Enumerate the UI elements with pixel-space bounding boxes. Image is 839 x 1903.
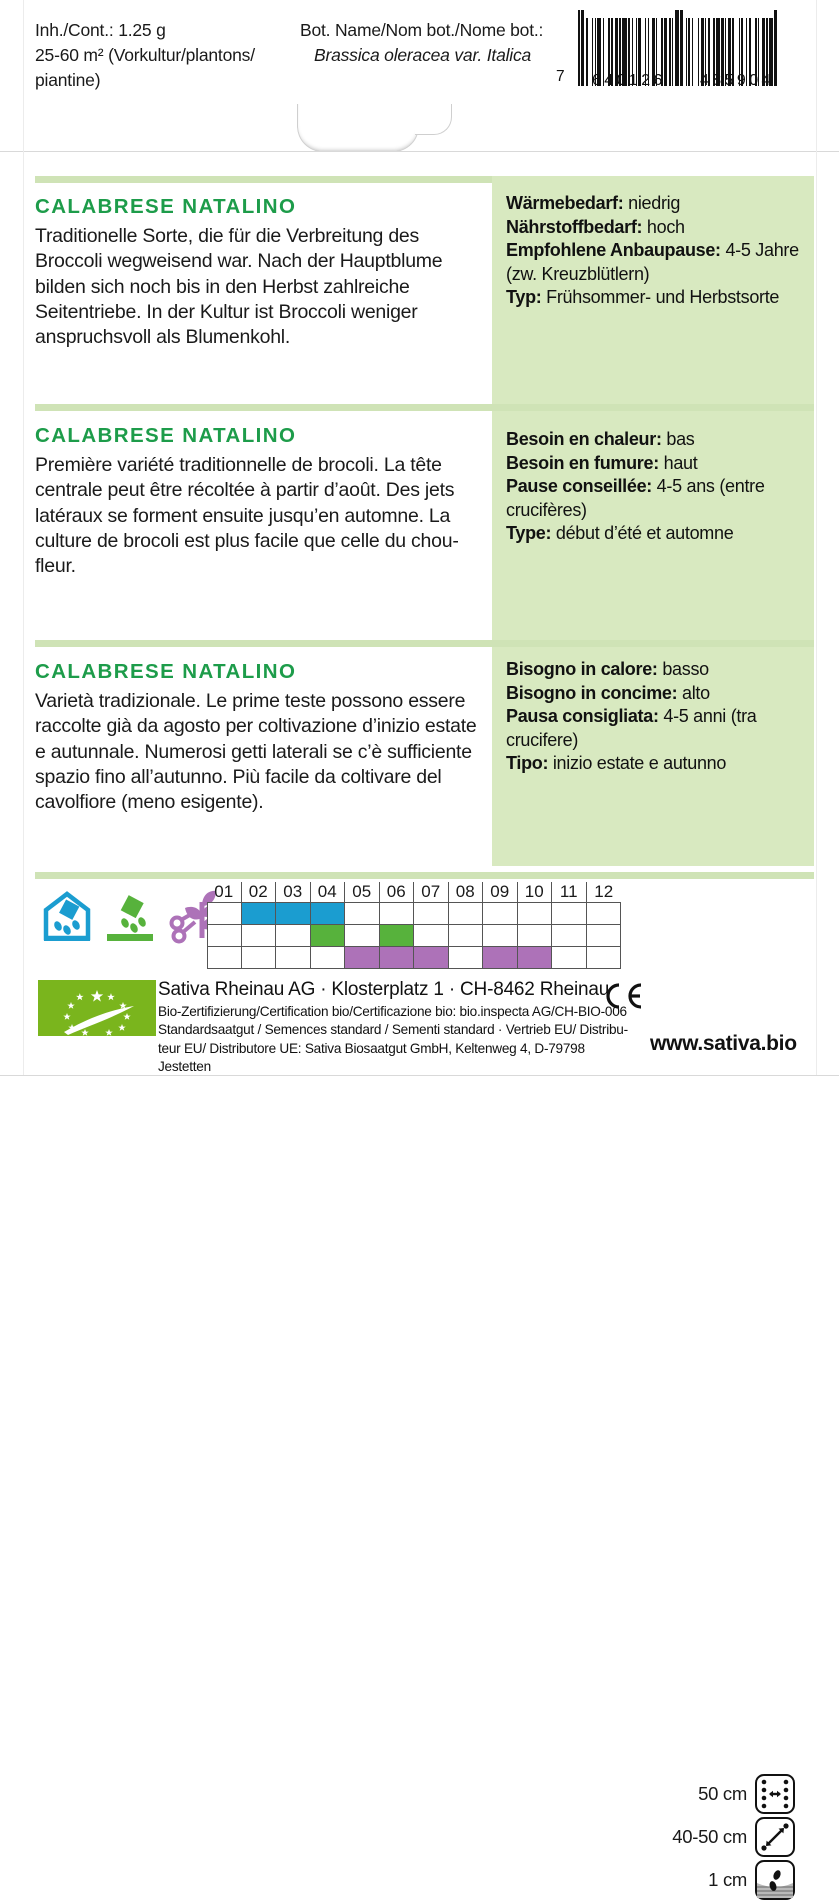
euro-hang-hole [297, 104, 419, 152]
variety-body-de: Traditionelle Sorte, die für die Verbreitung des Broccoli wegweisend war. Nach der Hauptblume bilden sich noch bis in den Herbst zahlreiche Seitentriebe. In der Kultur ist Broccoli weniger anspruchsvoll als Blumenkohl. [35, 225, 443, 349]
calendar-month-header: 03 [276, 882, 311, 902]
content-area-cont: piantine) [35, 69, 101, 90]
packet-bottom-edge [0, 1075, 839, 1076]
calendar-cell [587, 925, 622, 946]
description-de [35, 195, 485, 351]
plant-spacing [655, 1815, 795, 1858]
company-address: Sativa Rheinau AG · Klosterplatz 1 · CH-8462 Rheinau [158, 979, 610, 1000]
fact-value: début d’été et automne [551, 523, 734, 544]
calendar-month-header: 12 [594, 882, 614, 901]
fact-row [506, 216, 806, 240]
variety-body-fr: Première variété traditionnelle de brocoli. La tête centrale peut être récoltée à partir d’août. Des jets latéraux se forment ensuite jusqu’en automne. La culture de brocoli est plus facile que celle du chou-fleur. [35, 454, 459, 578]
calendar-cell [207, 903, 242, 924]
calendar-row-harvest [207, 946, 621, 969]
calendar-cell [311, 925, 346, 946]
fact-value: basso [657, 659, 709, 679]
calendar-cell [414, 903, 449, 924]
fact-label: Bisogno in calore: [506, 659, 658, 679]
barcode-digits-right: 485904 [700, 72, 774, 89]
fact-label: Besoin en fumure: [506, 452, 659, 473]
calendar-cell [552, 903, 587, 924]
botanical-name [300, 18, 570, 68]
sowing-depth [655, 1858, 795, 1901]
calendar-month-headers [207, 882, 621, 902]
calendar-month-header: 11 [552, 882, 587, 902]
calendar-cell [552, 925, 587, 946]
calendar-cell [311, 947, 346, 968]
distribution-line-2: teur EU/ Distributore UE: Sativa Biosaatgut GmbH, Keltenweg 4, D-79798 Jestetten [158, 1041, 585, 1074]
website-url: www.sativa.bio [650, 1032, 797, 1055]
certification-line: Bio-Zertifizierung/Certification bio/Certificazione bio: bio.inspecta AG/CH-BIO-006 [158, 1003, 627, 1019]
fact-label: Nährstoffbedarf: [506, 216, 643, 237]
calendar-grid [207, 882, 621, 969]
row-spacing [655, 1772, 795, 1815]
calendar-cell [380, 925, 415, 946]
calendar-cell [345, 947, 380, 968]
fact-row [506, 428, 806, 452]
fact-row [506, 522, 806, 546]
row-spacing-label: 50 cm [698, 1782, 747, 1804]
variety-body-it: Varietà tradizionale. Le prime teste possono essere raccolte già da agosto per coltivazione d’inizio estate e autunnale. Numerosi getti laterali se c’è sufficiente spazio fino all’autunno. Più facile da coltivare del cavolfiore (meno esigente). [35, 690, 477, 814]
calendar-month-header: 05 [345, 882, 380, 902]
fact-row [506, 452, 806, 476]
calendar-cell [345, 903, 380, 924]
content-info [35, 18, 305, 93]
sowing-depth-label: 1 cm [708, 1868, 747, 1890]
eu-organic-logo [38, 980, 156, 1036]
barcode-digit-lead: 7 [556, 68, 565, 85]
calendar-icons [42, 888, 224, 942]
description-it [35, 660, 485, 816]
fact-value: 4-5 anni (tra crucifere) [506, 706, 757, 750]
header-band [0, 0, 839, 152]
calendar-cell [380, 947, 415, 968]
facts-it [506, 658, 806, 776]
fact-value: hoch [642, 216, 685, 237]
row-spacing-icon [755, 1774, 795, 1814]
botanical-name-value: Brassica oleracea var. Italica [314, 44, 532, 65]
calendar-cell [242, 947, 277, 968]
plant-spacing-label: 40-50 cm [672, 1825, 747, 1847]
fact-value: niedrig [623, 193, 681, 213]
calendar-cell [242, 903, 277, 924]
calendar-row-presow-indoors [207, 902, 621, 924]
separator-fr-it [35, 640, 814, 647]
separator-calendar [35, 872, 814, 879]
separator-de-fr [35, 404, 814, 411]
calendar-rows [207, 902, 621, 969]
calendar-cell [449, 947, 484, 968]
calendar-cell [483, 903, 518, 924]
calendar-cell [276, 903, 311, 924]
fact-label: Type: [506, 523, 552, 544]
botanical-name-label: Bot. Name/Nom bot./Nome bot.: [300, 20, 544, 40]
calendar-month-header: 02 [242, 882, 277, 902]
calendar-cell [380, 903, 415, 924]
calendar-cell [483, 925, 518, 946]
variety-title-fr: CALABRESE NATALINO [35, 424, 297, 447]
calendar-month-header: 09 [483, 882, 518, 902]
calendar-month-header: 07 [414, 882, 449, 902]
fact-row [506, 239, 806, 286]
fact-label: Empfohlene Anbaupause: [506, 240, 721, 261]
calendar-cell [345, 925, 380, 946]
calendar-cell [518, 925, 553, 946]
calendar-cell [242, 925, 277, 946]
fact-value: haut [658, 452, 698, 473]
ce-mark [600, 981, 644, 1018]
calendar-month-header: 01 [207, 882, 242, 902]
calendar-cell [587, 903, 622, 924]
calendar-month-header: 08 [449, 882, 484, 902]
fact-label: Pause conseillée: [506, 476, 652, 497]
fact-value: alto [677, 682, 710, 703]
fact-label: Pausa consigliata: [506, 706, 659, 727]
fact-row [506, 286, 806, 310]
fact-row [506, 705, 806, 752]
distribution-line-1: Standardsaatgut / Semences standard / Sementi standard · Vertrieb EU/ Distribu- [158, 1022, 628, 1038]
calendar-month-header: 04 [311, 882, 346, 902]
calendar-cell [587, 947, 622, 968]
separator-top [35, 176, 492, 183]
fact-label: Bisogno in concime: [506, 682, 678, 703]
footer-text [158, 978, 638, 1075]
sowing-depth-icon [755, 1860, 795, 1900]
fact-row [506, 658, 806, 682]
header-divider [0, 151, 839, 152]
fact-row [506, 475, 806, 522]
fact-label: Besoin en chaleur: [506, 429, 662, 449]
barcode-digits-left: 640126 [592, 72, 666, 89]
calendar-cell [311, 903, 346, 924]
fact-label: Tipo: [506, 753, 549, 774]
calendar-cell [207, 947, 242, 968]
content-area: 25-60 m² (Vorkultur/plantons/ [35, 44, 255, 65]
facts-de [506, 192, 806, 310]
calendar-cell [207, 925, 242, 946]
fact-row [506, 752, 806, 776]
content-weight: Inh./Cont.: 1.25 g [35, 20, 166, 40]
direct-sowing-icon [105, 888, 155, 942]
fact-row [506, 192, 806, 216]
spacing-info [655, 1772, 795, 1901]
calendar-cell [449, 925, 484, 946]
calendar-cell [449, 903, 484, 924]
variety-title-de: CALABRESE NATALINO [35, 195, 297, 218]
fact-value: bas [661, 429, 695, 449]
calendar-cell [276, 925, 311, 946]
calendar-cell [518, 903, 553, 924]
calendar-cell [414, 925, 449, 946]
calendar-cell [552, 947, 587, 968]
calendar-month-header: 10 [518, 882, 553, 902]
calendar-cell [518, 947, 553, 968]
fact-value: Frühsommer- und Herbstsorte [541, 287, 780, 308]
facts-fr [506, 428, 806, 546]
calendar-month-header: 06 [380, 882, 415, 902]
calendar-row-direct-sowing [207, 924, 621, 946]
fact-value: 4-5 Jahre (zw. Kreuzblütlern) [506, 240, 799, 284]
calendar-cell [414, 947, 449, 968]
fact-value: inizio estate e autunno [548, 753, 727, 774]
fact-label: Wärmebedarf: [506, 193, 624, 213]
fact-row [506, 682, 806, 706]
variety-title-it: CALABRESE NATALINO [35, 660, 297, 683]
calendar-cell [483, 947, 518, 968]
fact-label: Typ: [506, 287, 542, 308]
fact-value: 4-5 ans (entre crucifères) [506, 476, 765, 520]
plant-spacing-icon [755, 1817, 795, 1857]
description-fr [35, 424, 485, 580]
calendar-cell [276, 947, 311, 968]
greenhouse-sowing-icon [42, 888, 92, 942]
